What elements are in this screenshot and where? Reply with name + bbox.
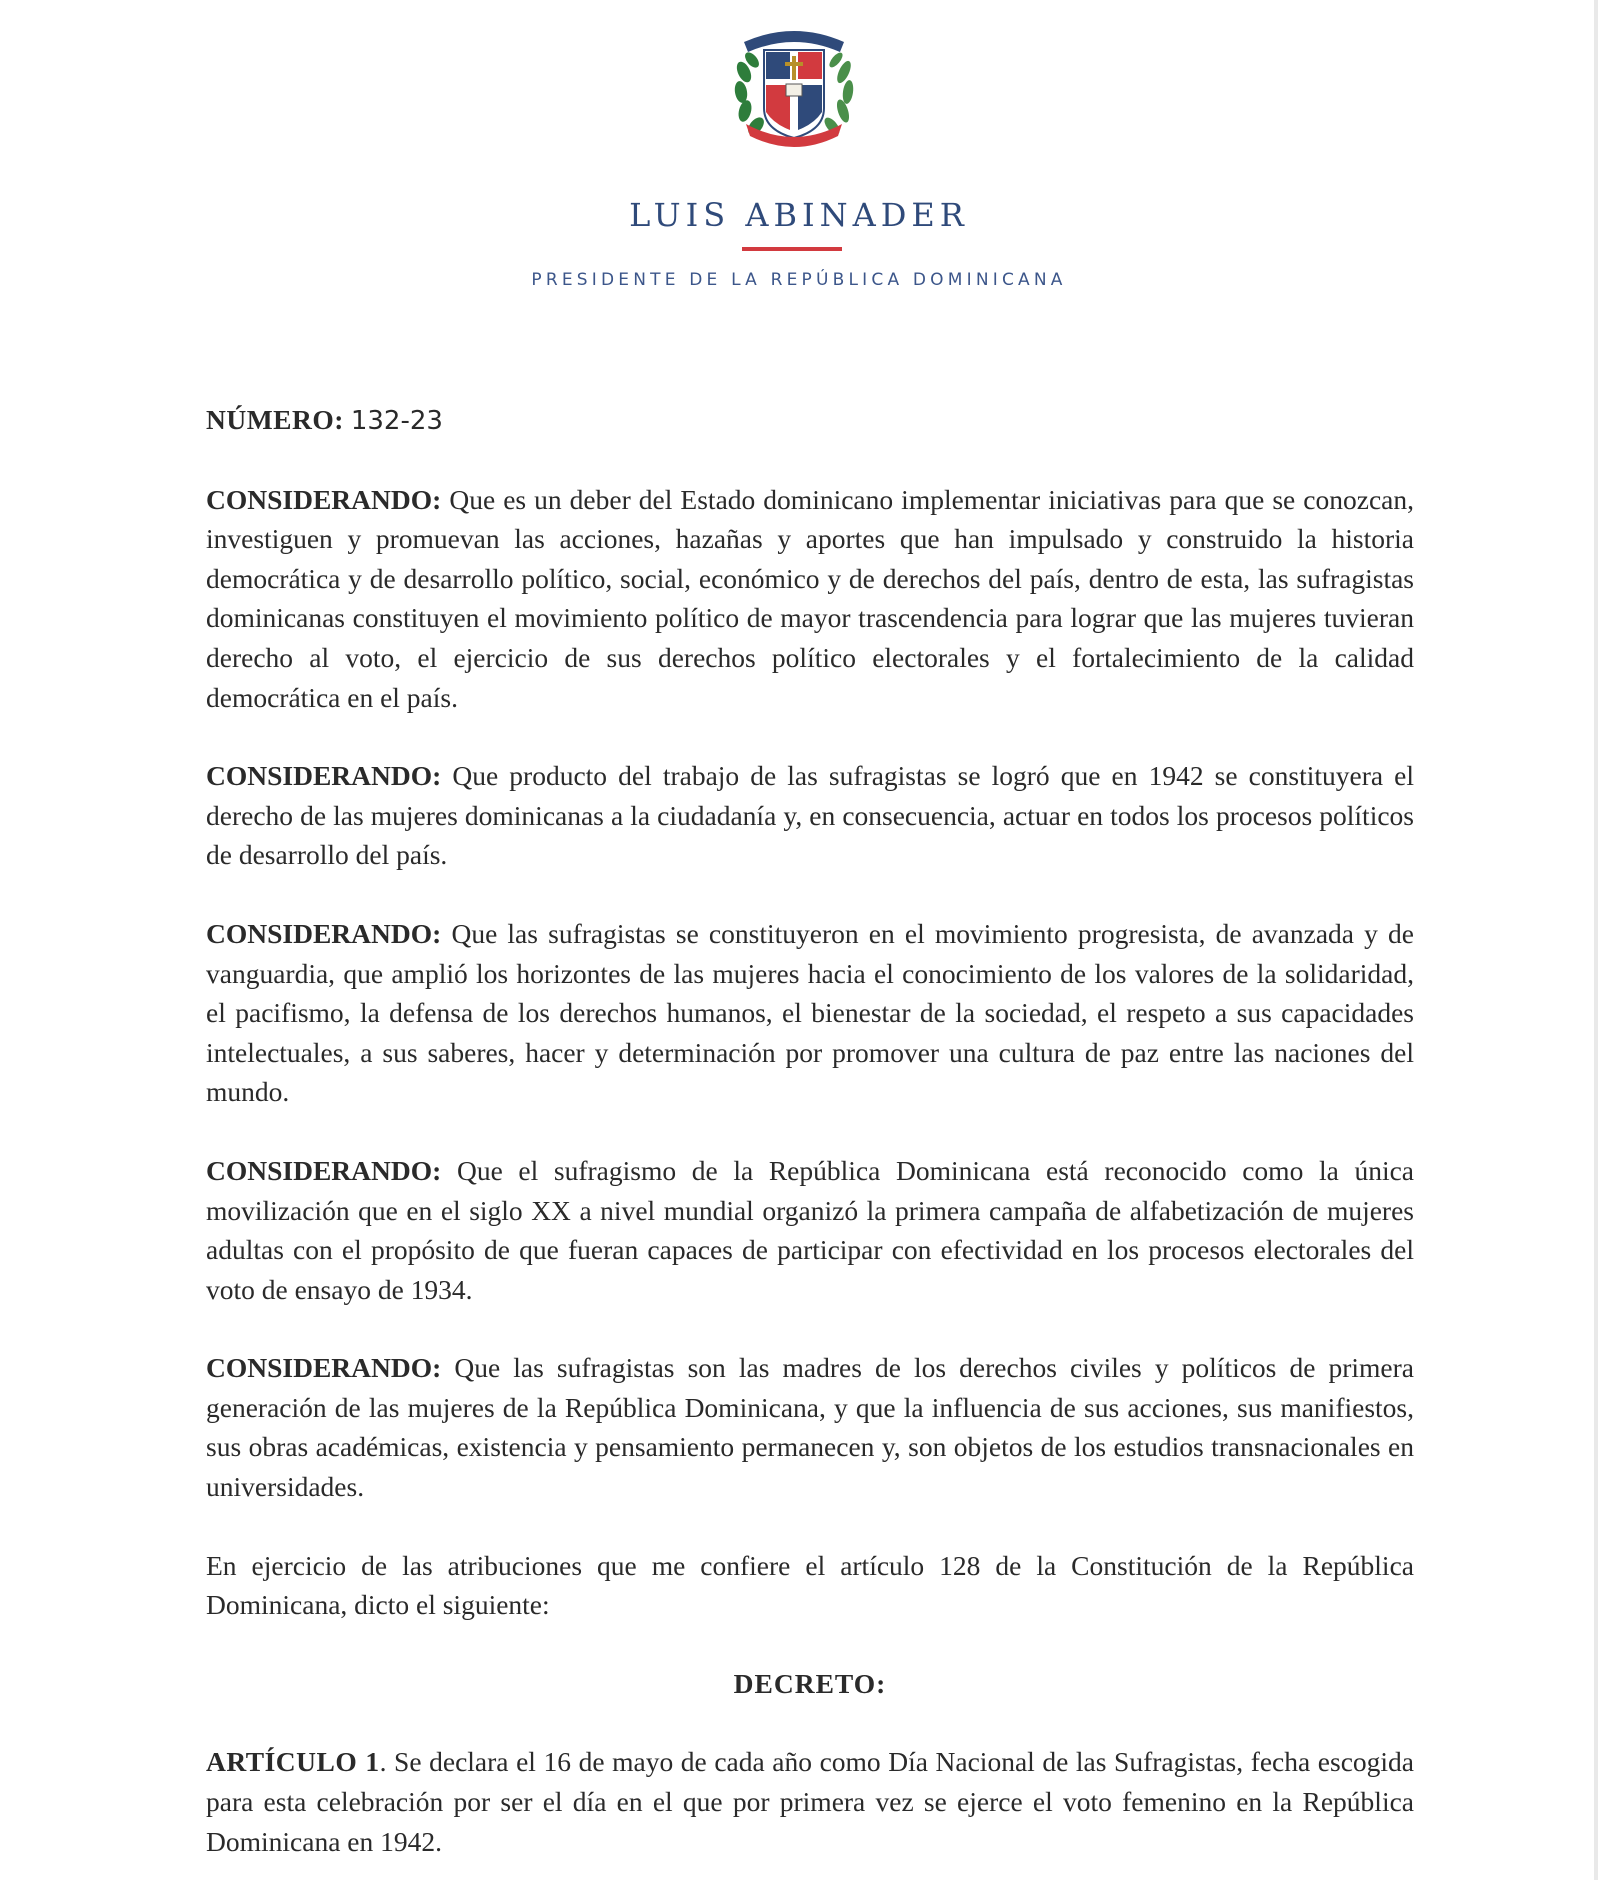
preamble-paragraph: En ejercicio de las atribuciones que me confiere el artículo 128 de la Constitución de la República Dominicana, dicto el siguiente: [206,1549,1414,1621]
president-title: PRESIDENTE DE LA REPÚBLICA DOMINICANA [531,270,1067,290]
considerando-lead: CONSIDERANDO: [206,760,442,792]
considerando-lead: CONSIDERANDO: [206,483,442,515]
dominican-coat-of-arms-icon [730,12,858,152]
considerando-paragraph [206,1348,1414,1506]
considerando-paragraph [206,756,1414,875]
number-label: NÚMERO: [206,404,344,435]
considerando-lead: CONSIDERANDO: [206,1352,442,1384]
considerando-lead: CONSIDERANDO: [206,1154,442,1186]
considerando-text: Que las sufragistas son las madres de los derechos civiles y políticos de primera generación de las mujeres de la República Dominicana, y que la influencia de sus acciones, sus manifiestos, sus obras académicas, existencia y pensamiento permanecen y, son objetos de los estudios transnacionales en universidades. [206,1352,1414,1503]
article-1-lead: ARTÍCULO 1 [206,1746,380,1778]
article-1-text: . Se declara el 16 de mayo de cada año como Día Nacional de las Sufragistas, fecha escogida para esta celebración por ser el día en el que por primera vez se ejerce el voto femenino en la República Dominicana en 1942. [206,1746,1415,1857]
article-1-paragraph [206,1742,1414,1861]
considerando-lead: CONSIDERANDO: [206,917,442,949]
decree-number-line [206,400,1414,442]
number-value: 132-23 [350,406,443,436]
considerando-text: Que el sufragismo de la República Dominicana está reconocido como la única movilización que en el siglo XX a nivel mundial organizó la primera campaña de alfabetización de mujeres adultas con el propósito de que fueran capaces de participar con efectividad en los procesos electorales del voto de ensayo de 1934. [206,1154,1415,1305]
considerando-text: Que las sufragistas se constituyeron en el movimiento progresista, de avanzada y de vanguardia, que amplió los horizontes de las mujeres hacia el conocimiento de los valores de la solidaridad, el pacifismo, la defensa de los derechos humanos, el bienestar de la sociedad, el respeto a sus capacidades intelectuales, a sus saberes, hacer y determinación por promover una cultura de paz entre las naciones del mundo. [206,917,1415,1108]
considerando-paragraph [206,914,1414,1112]
decree-body [206,400,1414,1900]
president-name: LUIS ABINADER [629,196,969,234]
considerando-text: Que es un deber del Estado dominicano implementar iniciativas para que se conozcan, investiguen y promuevan las acciones, hazañas y aportes que han impulsado y construido la historia democrática y de desarrollo político, social, económico y de derechos del país, dentro de esta, las sufragistas dominicanas constituyen el movimiento político de mayor trascendencia para lograr que las mujeres tuvieran derecho al voto, el ejercicio de sus derechos político electorales y el fortalecimiento de la calidad democrática en el país. [206,483,1415,713]
considerando-text: Que producto del trabajo de las sufragistas se logró que en 1942 se constituyera el derecho de las mujeres dominicanas a la ciudadanía y, en consecuencia, actuar en todos los procesos políticos de desarrollo del país. [206,760,1415,871]
red-divider [742,247,842,251]
considerando-paragraph [206,480,1414,718]
decree-heading: DECRETO: [733,1667,887,1699]
considerando-paragraph [206,1151,1414,1309]
